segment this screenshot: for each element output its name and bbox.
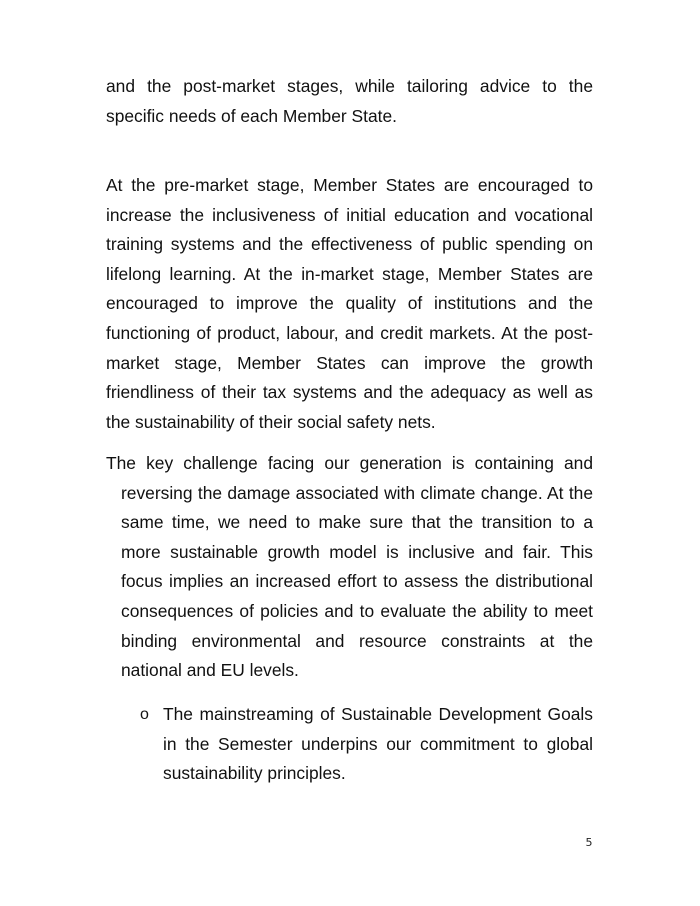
sub-bullet-text: The mainstreaming of Sustainable Development Goals in the Semester underpins our commitment to global sustainability principles. <box>163 704 593 784</box>
paragraph-market-stages: At the pre-market stage, Member States are encouraged to increase the inclusiveness of initial education and vocational training systems and the effectiveness of public spending on lifelong learning. At the in-market stage, Member States are encouraged to improve the quality of institutions and the functioning of product, labour, and credit markets. At the post-market stage, Member States can improve the growth friendliness of their tax systems and the adequacy as well as the sustainability of their social safety nets. <box>106 175 593 432</box>
paragraph-continuation: and the post-market stages, while tailoring advice to the specific needs of each Member State. <box>106 76 593 126</box>
paragraph-climate-challenge: The key challenge facing our generation is containing and reversing the damage associated with climate change. At the same time, we need to make sure that the transition to a more sustainable growth model is inclusive and fair. This focus implies an increased effort to assess the distributional consequences of policies and to evaluate the ability to meet binding environmental and resource constraints at the national and EU levels. <box>106 453 593 681</box>
page-number: 5 <box>585 836 593 849</box>
bullet-marker: o <box>140 706 149 723</box>
